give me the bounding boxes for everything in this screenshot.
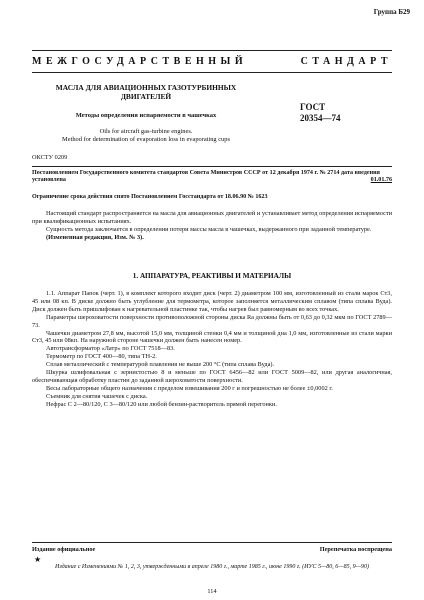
intro-change-note: (Измененная редакция, Изм. № 3).: [46, 233, 144, 241]
body-paragraph: Термометр по ГОСТ 400—80, типа ТН-2.: [46, 353, 157, 361]
gost-number-block: [300, 102, 341, 124]
title-ru-method: Методы определения испаряемости в чашечках: [75, 112, 217, 119]
section-heading: 1. АППАРАТУРА, РЕАКТИВЫ И МАТЕРИАЛЫ: [132, 272, 292, 280]
standard-type: МЕЖГОСУДАРСТВЕННЫЙ СТАНДАРТ: [32, 56, 392, 67]
title-ru-line1: МАСЛА ДЛЯ АВИАЦИОННЫХ ГАЗОТУРБИННЫХ: [55, 83, 237, 92]
title-en-line1: Oils for aircraft gas-turbine engines.: [99, 128, 193, 135]
body-paragraph: Шкурка шлифовальная с зернистостью 8 и меньше по ГОСТ 6456—82 или ГОСТ 5009—82, или другая аналогичная, обеспечивающая обработку пластин до заданной шероховатости поверхности.: [32, 369, 392, 384]
title-rule: [32, 72, 392, 73]
decree-date: 01.01.76: [370, 177, 392, 183]
top-rule: [32, 50, 392, 51]
decree-text: Постановлением Государственного комитета стандартов Совета Министров СССР от 12 декабря 1974 г. № 2714 дата введения установлена: [32, 170, 380, 184]
body-paragraph: Автотрансформатор «Латр» по ГОСТ 7518—83.: [46, 345, 175, 353]
official-edition-label: Издание официальное: [32, 546, 96, 553]
body-paragraph: 1.1. Аппарат Папок (черт. 1), в комплект которого входит диск (черт. 2) диаметром 100 мм, изготовленный из стали марок Ст3, 45 или 08 кп. В диске должно быть углубление для термометра, которое заполняется металлическим сплавом (типа сплава Вуда). Диск должен быть пришлифован к нагревательной пластинке так, чтобы нагрев был равномерным во всех точках.: [32, 290, 392, 313]
gost-number: 20354—74: [300, 113, 341, 123]
section-body: [32, 290, 392, 409]
group-code: Группа Б29: [373, 8, 410, 16]
title-block: [46, 84, 246, 101]
body-paragraph: Сплав металлический с температурой плавления не выше 200 °С (типа сплава Вуда).: [46, 361, 275, 369]
intro-paragraph: Сущность метода заключается в определении потери массы масла в чашечках, выдержанного при заданной температуре.: [46, 225, 372, 233]
star-mark: ★: [34, 555, 42, 564]
page-number: 114: [207, 588, 217, 595]
footer-rule: [32, 542, 392, 543]
intro-paragraph: Настоящий стандарт распространяется на масла для авиационных двигателей и устанавливает метод определения испаряемости при квалификационных испытаниях.: [32, 210, 392, 225]
body-paragraph: Чашечки диаметром 27,8 мм, высотой 15,0 мм, толщиной стенки 0,4 мм и толщиной дна 1,0 мм, изготовленные из стали марки Ст3, 45 или 08кп. На наружной стороне чашечки должен быть нанесен номер.: [32, 329, 392, 345]
gost-label: ГОСТ: [300, 102, 326, 112]
body-paragraph: Параметры шероховатости поверхности противоположной стороны диска Ra должны быть от 0,63 до 0,32 мкм по ГОСТ 2789—73.: [32, 313, 392, 329]
decree-rule: [32, 166, 392, 167]
intro-block: [32, 210, 392, 242]
body-paragraph: Весы лабораторные общего назначения с пределом взвешивания 200 г и погрешностью не более ±0,0002 г.: [46, 384, 333, 392]
limit-text: Ограничение срока действия снято Постановлением Госстандарта от 18.06.90 № 1623: [32, 194, 268, 200]
title-en-block: [46, 128, 246, 144]
body-paragraph: Съемник для снятия чашечек с диска.: [46, 392, 148, 400]
title-en-line2: Method for determination of evaporation loss in evaporating cups: [62, 135, 230, 143]
okstu-code: ОКСТУ 0209: [32, 154, 68, 161]
body-paragraph: Нефрас С 2—80/120, С 3—80/120 или любой бензин-растворитель прямой перегонки.: [46, 400, 277, 408]
edition-note: Издание с Изменениями № 1, 2, 3, утвержденными в апреле 1980 г., марте 1985 г., июне 1990 г. (ИУС 5—80, 6—85, 9—90): [55, 564, 369, 570]
title-ru-line2: ДВИГАТЕЛЕЙ: [120, 91, 172, 101]
reprint-notice: Перепечатка воспрещена: [319, 546, 392, 553]
